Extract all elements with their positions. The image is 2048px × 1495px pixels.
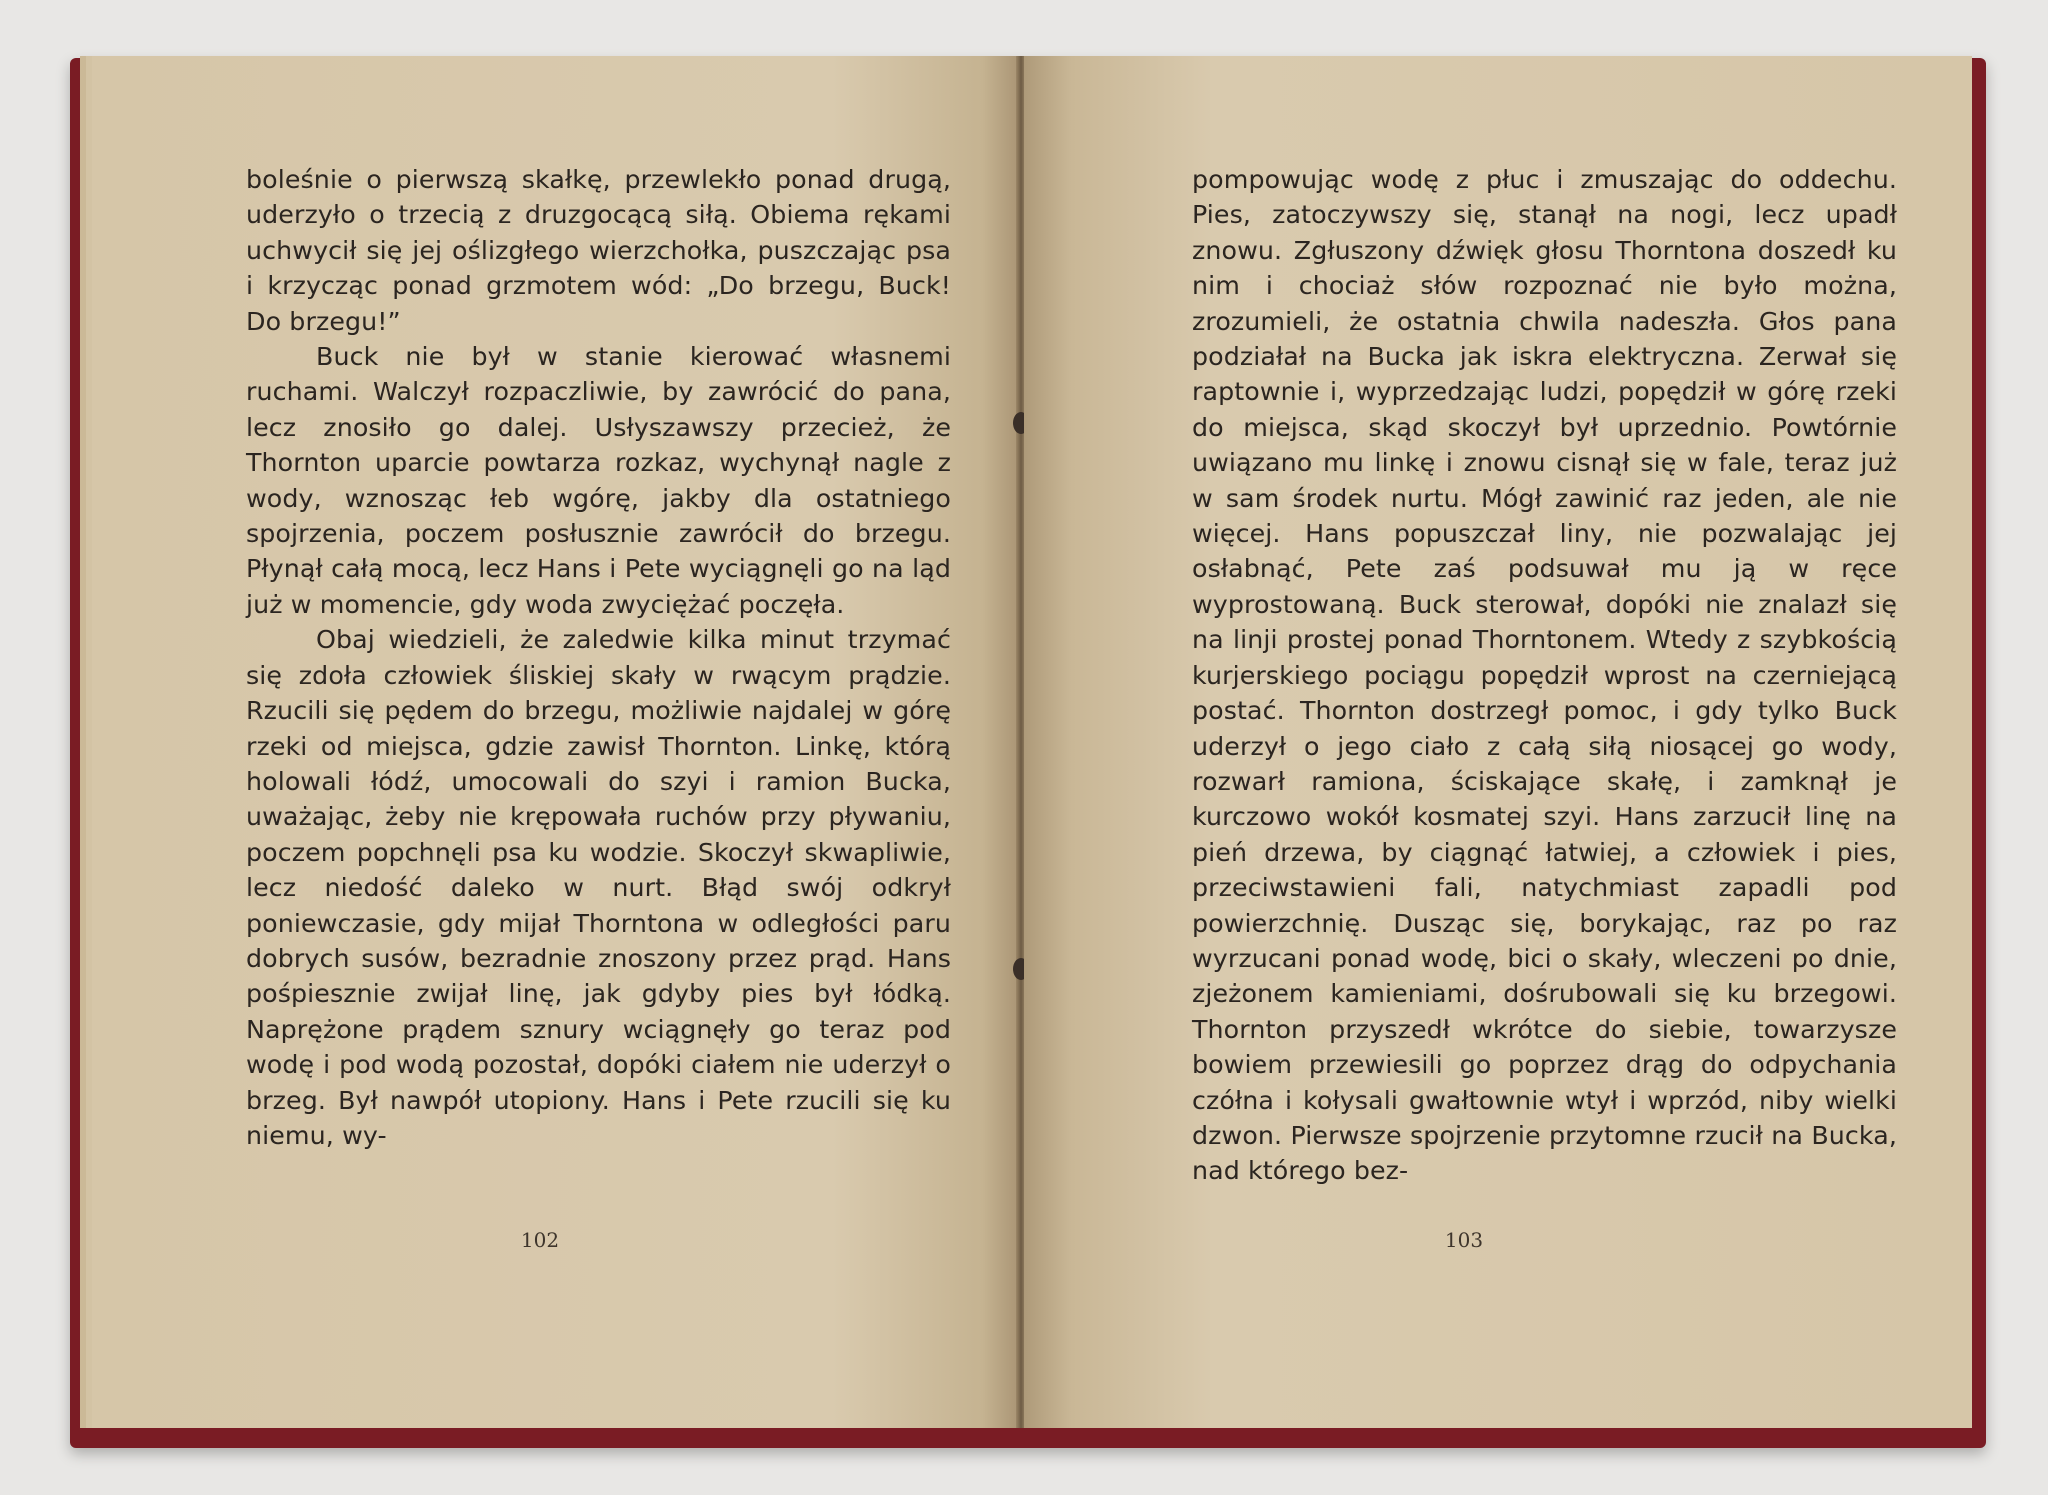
left-paragraph-2: Buck nie był w stanie kierować własnemi ruchami. Walczył rozpaczliwie, by zawrócić do pana, lecz znosiło go dalej. Usłyszawszy przecież, że Thornton uparcie powtarza rozkaz, wychynął nagle z wody, wznosząc łeb wgórę, jakby dla ostatniego spojrzenia, poczem posłusznie zawrócił do brzegu. Płynął całą mocą, lecz Hans i Pete wyciągnęli go na ląd już w momencie, gdy woda zwyciężać poczęła. [246, 342, 951, 619]
left-page-text [246, 162, 951, 1153]
left-page [80, 56, 1020, 1428]
right-paragraph-1: pompowując wodę z płuc i zmuszając do oddechu. Pies, zatoczywszy się, stanął na nogi, lecz upadł znowu. Zgłuszony dźwięk głosu Thorntona doszedł ku nim i chociaż słów rozpoznać nie było można, zrozumieli, że ostatnia chwila nadeszła. Głos pana podziałał na Bucka jak iskra elektryczna. Zerwał się raptownie i, wyprzedzając ludzi, popędził w górę rzeki do miejsca, skąd skoczył był uprzednio. Powtórnie uwiązano mu linkę i znowu cisnął się w fale, teraz już w sam środek nurtu. Mógł zawinić raz jeden, ale nie więcej. Hans popuszczał liny, nie pozwalając jej osłabnąć, Pete zaś podsuwał mu ją w ręce wyprostowaną. Buck sterował, dopóki nie znalazł się na linji prostej ponad Thorntonem. Wtedy z szybkością kurjerskiego pociągu popędził wprost na czerniejącą postać. Thornton dostrzegł pomoc, i gdy tylko Buck uderzył o jego ciało z całą siłą niosącej go wody, rozwarł ramiona, ściskające skałę, i zamknął je kurczowo wokół kosmatej szyi. Hans zarzucił linę na pień drzewa, by ciągnąć łatwiej, a człowiek i pies, przeciwstawieni fali, natychmiast zapadli pod powierzchnię. Dusząc się, borykając, raz po raz wyrzucani ponad wodę, bici o skały, wleczeni po dnie, zjeżonem kamieniami, dośrubowali się ku brzegowi. Thornton przyszedł wkrótce do siebie, towarzysze bowiem przewiesili go poprzez drąg do odpychania czółna i kołysali gwałtownie wtył i wprzód, niby wielki dzwon. Pierwsze spojrzenie przytomne rzucił na Bucka, nad którego bez- [1192, 165, 1897, 1186]
left-paragraph-3: Obaj wiedzieli, że zaledwie kilka minut trzymać się zdoła człowiek śliskiej skały w rwącym prądzie. Rzucili się pędem do brzegu, możliwie najdalej w górę rzeki od miejsca, gdzie zawisł Thornton. Linkę, którą holowali łódź, umocowali do szyi i ramion Bucka, uważając, żeby nie krępowała ruchów przy pływaniu, poczem popchnęli psa ku wodzie. Skoczył skwapliwie, lecz niedość daleko w nurt. Błąd swój odkrył poniewczasie, gdy mijał Thorntona w odległości paru dobrych susów, bezradnie znoszony przez prąd. Hans pośpiesznie zwijał linę, jak gdyby pies był łódką. Naprężone prądem sznury wciągnęły go teraz pod wodę i pod wodą pozostał, dopóki ciałem nie uderzył o brzeg. Był nawpół utopiony. Hans i Pete rzucili się ku niemu, wy- [246, 625, 951, 1150]
right-page-number: 103 [1444, 1228, 1484, 1252]
left-page-number: 102 [520, 1228, 560, 1252]
right-page-text [1192, 162, 1897, 1189]
right-page [1024, 56, 1972, 1428]
open-book [66, 50, 1990, 1450]
left-paragraph-1: boleśnie o pierwszą skałkę, przewlekło ponad drugą, uderzyło o trzecią z druzgocącą siłą. Obiema rękami uchwycił się jej oślizgłego wierzchołka, puszczając psa i krzycząc ponad grzmotem wód: „Do brzegu, Buck! Do brzegu!” [246, 165, 951, 336]
